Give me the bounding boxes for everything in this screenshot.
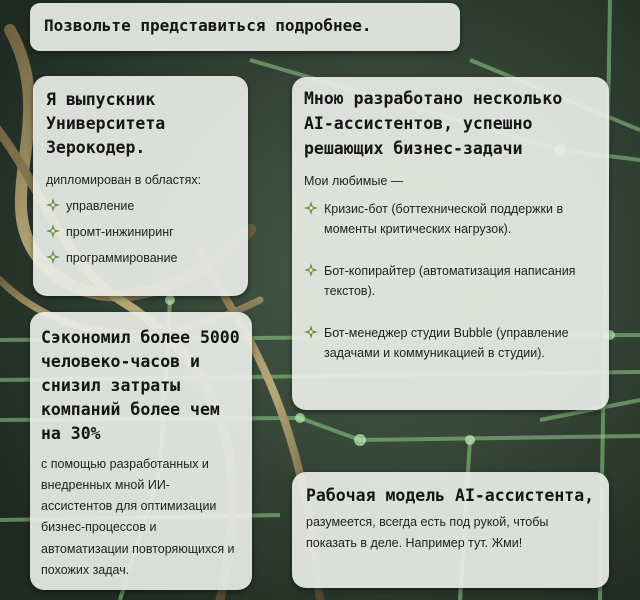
graduate-heading: Я выпускник Университета Зерокодер. — [46, 90, 166, 157]
assistant-item — [304, 199, 597, 239]
area-item — [46, 248, 235, 268]
sparkle-star-icon — [46, 224, 60, 238]
assistants-intro: Мои любимые — — [304, 174, 404, 189]
working-model-card[interactable] — [292, 472, 609, 588]
assistant-label: Бот-менеджер студии Bubble (управление задачами и коммуникацией в студии). — [324, 326, 569, 361]
area-item — [46, 222, 235, 242]
sparkle-star-icon — [46, 198, 60, 212]
savings-card — [30, 312, 252, 590]
model-heading: Рабочая модель AI-ассистента, — [306, 486, 595, 505]
sparkle-star-icon — [304, 201, 318, 215]
assistant-item — [304, 323, 597, 363]
sparkle-star-icon — [46, 250, 60, 264]
graduate-subtitle: дипломирован в областях: — [46, 172, 202, 187]
sparkle-star-icon — [304, 325, 318, 339]
assistants-card — [292, 77, 609, 410]
area-label: управление — [66, 198, 135, 213]
intro-banner — [30, 3, 460, 51]
area-label: промт-инжиниринг — [66, 224, 174, 239]
savings-heading: Сэкономил более 5000 человеко-часов и снизил затраты компаний более чем на 30% — [41, 328, 240, 443]
area-item — [46, 196, 235, 216]
assistant-label: Кризис-бот (боттехнической поддержки в моменты критических нагрузок). — [324, 202, 564, 237]
assistants-heading: Мною разработано несколько AI-ассистентов, успешно решающих бизнес-задачи — [304, 89, 563, 158]
savings-text: с помощью разработанных и внедренных мной ИИ-ассистентов для оптимизации бизнес-процессов и автоматизации повторяющихся и похожих задач. — [41, 456, 235, 577]
model-text[interactable]: разумеется, всегда есть под рукой, чтобы показать в деле. Например тут. Жми! — [306, 514, 549, 551]
assistant-label: Бот-копирайтер (автоматизация написания текстов). — [324, 264, 576, 299]
assistant-item — [304, 261, 597, 301]
graduate-card — [33, 76, 248, 296]
sparkle-star-icon — [304, 263, 318, 277]
banner-title: Позвольте представиться подробнее. — [44, 16, 372, 35]
area-label: программирование — [66, 250, 178, 265]
